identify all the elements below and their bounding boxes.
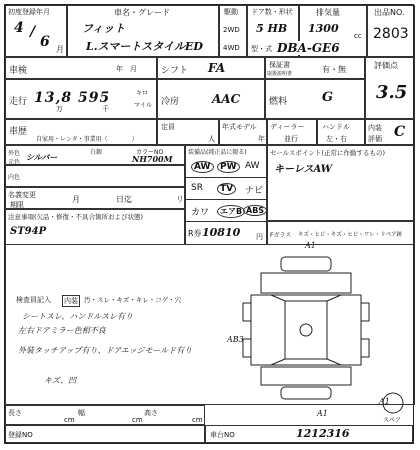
lot-number: 2803 xyxy=(373,26,409,42)
wheel-fl xyxy=(243,303,251,321)
ac-label: 冷房 xyxy=(161,97,180,107)
spare-label: スペア xyxy=(383,417,402,424)
name-change-day: 日迄 xyxy=(116,195,132,204)
dealer-cell xyxy=(267,119,317,145)
color-cell xyxy=(5,145,185,165)
reg-date-cell xyxy=(5,5,67,57)
shift-cell xyxy=(157,57,265,79)
ac-cell xyxy=(157,79,265,119)
equipment-grid-line-1 xyxy=(185,177,267,178)
history-cell xyxy=(5,119,157,145)
mileage-unit-mile: マイル xyxy=(134,102,152,109)
nai-color-cell xyxy=(5,165,185,187)
inspection-cell xyxy=(5,57,157,79)
handle-label: ハンドル xyxy=(322,123,350,131)
inspection-label: 車検 xyxy=(9,66,28,76)
chassis-cell xyxy=(205,425,413,443)
length-label: 長さ xyxy=(8,409,22,417)
wheel-rl xyxy=(243,339,251,357)
fuel-value: G xyxy=(322,90,334,105)
mileage-unit-sen: 千 xyxy=(102,105,109,113)
model-code-value: DBA-GE6 xyxy=(277,41,340,55)
chassis-label: 車台NO xyxy=(210,431,235,439)
inspector-interior-label: 内装 xyxy=(64,297,78,305)
model-name: フィット xyxy=(82,22,126,35)
history-options: 自家用・レンタ・事業用（ ） xyxy=(36,136,138,143)
year-model-unit: 年 xyxy=(258,135,265,143)
history-label: 車歴 xyxy=(9,127,28,137)
model-code-label: 型・式 xyxy=(251,45,272,53)
capacity-unit: 人 xyxy=(208,135,215,143)
name-change-label: 名義変更 xyxy=(8,191,36,199)
equipment-item-7: カワ xyxy=(191,208,210,218)
inspection-unit: 年 月 xyxy=(116,65,137,73)
roof-line-3 xyxy=(271,359,285,365)
mileage-value: 13,8 595 xyxy=(34,90,111,106)
center-mark xyxy=(300,324,312,336)
interior-value: C xyxy=(394,124,406,140)
equipment-label: 装備品(純正品に限る) xyxy=(188,149,247,156)
diagram-mark-4: A1 xyxy=(379,397,390,406)
dealer-label: ディーラー xyxy=(270,123,305,131)
warranty-cell xyxy=(265,57,365,79)
fuel-cell xyxy=(265,79,365,119)
drive-cell xyxy=(219,5,247,57)
diagram-mark-1: A1 xyxy=(305,241,316,250)
displacement-value: 1300 xyxy=(308,22,339,35)
color-label: 外色 xyxy=(8,150,21,157)
mileage-unit-man: 万 xyxy=(56,105,63,113)
reg-no-cell xyxy=(5,425,205,443)
nai-color-label: 内色 xyxy=(8,174,21,181)
recycle-fee-label: R券 xyxy=(188,229,202,238)
roof-line-1 xyxy=(271,295,285,301)
roof-line-2 xyxy=(327,295,341,301)
equipment-item-5: TV xyxy=(217,183,236,195)
drive-4wd: 4WD xyxy=(223,44,240,52)
body-shape xyxy=(251,295,361,365)
year-model-label: 年式モデル xyxy=(222,123,257,131)
width-label: 幅 xyxy=(78,409,85,417)
recycle-fee-unit: 円 xyxy=(256,233,263,241)
equipment-item-3: AW xyxy=(245,161,260,171)
rating-cell xyxy=(365,57,415,119)
sales-point-value: キーレスAW xyxy=(274,164,332,175)
recycle-fee-cell xyxy=(185,221,267,245)
interior-rating-cell xyxy=(365,119,415,145)
equipment-grid xyxy=(185,155,267,225)
inspector-comment-2: 左右ドアミラー色相不良 xyxy=(18,326,106,335)
interior-sub: 評価 xyxy=(368,135,382,143)
inspector-interior-options: 汚・スレ・キズ・キレ・コゲ・穴 xyxy=(84,296,182,304)
roof-shape xyxy=(285,301,327,359)
notes-value: ST94P xyxy=(10,226,47,237)
shift-value: FA xyxy=(208,61,226,75)
recycle-fee-value: 10810 xyxy=(202,226,241,239)
shift-label: シフト xyxy=(161,66,189,76)
rating-value: 3.5 xyxy=(376,82,408,103)
color-no-label: カラーNO xyxy=(136,149,164,156)
year-model-cell xyxy=(219,119,267,145)
car-diagram xyxy=(241,247,371,407)
trunk-shape xyxy=(261,367,351,385)
reg-no-label: 登録NO xyxy=(8,431,33,439)
warranty-value: 有・無 xyxy=(322,65,346,74)
handle-cell xyxy=(317,119,365,145)
drive-2wd: 2WD xyxy=(223,26,240,34)
chassis-value: 1212316 xyxy=(296,427,350,440)
name-change-month: 月 xyxy=(72,195,80,204)
height-label: 高さ xyxy=(144,409,158,417)
glass-options: キズ・ヒビ・キズ・ヒビ・ワレ・リペア跡 xyxy=(298,232,403,238)
mileage-unit-km: キロ xyxy=(136,90,149,97)
inspector-comment-1: シートスレ、ハンドルスレ有り xyxy=(22,312,134,321)
equipment-item-1: AW xyxy=(191,161,214,173)
reg-month: 6 xyxy=(40,34,50,50)
spare-circle xyxy=(381,391,405,415)
rear-bumper-shape xyxy=(281,387,331,399)
rating-label: 評価点 xyxy=(374,61,398,70)
reg-month-unit: 月 xyxy=(56,45,64,54)
lot-label: 出品NO. xyxy=(374,8,405,17)
reg-year: 4 xyxy=(14,20,24,36)
color-value: シルバー xyxy=(26,152,58,162)
front-bumper-shape xyxy=(281,257,331,271)
displacement-label: 排気量 xyxy=(316,8,340,17)
interior-label: 内装 xyxy=(368,124,382,132)
door-label: ドア数・形状 xyxy=(251,8,293,16)
recycle-mark: リ xyxy=(176,195,184,204)
diagram-mark-3: A1 xyxy=(317,409,328,418)
notes-label: 注意事項(欠品・修復・不具合箇所および状態) xyxy=(8,213,144,221)
wheel-fr xyxy=(361,303,369,321)
drive-label: 駆動 xyxy=(224,8,238,16)
lot-cell xyxy=(367,5,415,57)
notes-cell xyxy=(5,209,185,245)
name-change-sub: 期限 xyxy=(10,201,24,209)
inspector-label: 検査員記入 xyxy=(16,296,51,304)
displacement-unit: cc xyxy=(354,32,362,40)
equipment-item-4: SR xyxy=(191,183,203,193)
glass-label: Fガラス xyxy=(270,232,292,239)
warranty-sub: 取扱説明書 xyxy=(267,71,293,77)
warranty-label: 保証書 xyxy=(269,61,290,69)
equipment-item-9: ABS xyxy=(243,205,267,216)
color-name: 白銀 xyxy=(90,149,103,156)
name-change-cell xyxy=(5,187,185,209)
equipment-item-8: エアB xyxy=(217,205,245,218)
equipment-item-2: PW xyxy=(217,161,240,173)
length-unit: cm xyxy=(64,416,75,424)
hood-shape xyxy=(261,273,351,293)
door-value: 5 HB xyxy=(256,22,288,35)
equipment-grid-line-2 xyxy=(185,199,267,200)
fuel-label: 燃料 xyxy=(269,97,288,107)
ac-value: AAC xyxy=(212,92,241,106)
diagram-mark-2: AB3 xyxy=(227,335,244,344)
sales-point-cell xyxy=(267,145,415,221)
wheel-rr xyxy=(361,339,369,357)
color-no: NH700M xyxy=(132,154,173,164)
capacity-label: 定員 xyxy=(161,123,175,131)
model-cell xyxy=(67,5,219,57)
color-sub-label: 元色 xyxy=(8,159,21,166)
inspector-comment-3: 外装タッチアップ有り、ドアエッジモールド有り xyxy=(18,346,193,355)
dimensions-cell xyxy=(5,405,205,425)
sales-point-label: セールスポイント(正常に作動するもの) xyxy=(270,149,385,157)
inspector-comment-4: キズ、凹 xyxy=(44,376,77,385)
mileage-label: 走行 xyxy=(9,97,28,107)
roof-line-4 xyxy=(327,359,341,365)
model-label: 車名・グレード xyxy=(114,8,170,17)
equipment-item-6: ナビ xyxy=(245,186,264,196)
mileage-cell xyxy=(5,79,157,119)
capacity-cell xyxy=(157,119,219,145)
reg-date-label: 初度登録年月 xyxy=(8,8,50,16)
dealer-value: 並行 xyxy=(284,135,298,143)
reg-slash: / xyxy=(30,24,36,40)
handle-value: 左・右 xyxy=(326,135,347,143)
glass-cell xyxy=(267,221,415,245)
height-unit: cm xyxy=(192,416,203,424)
auction-sheet xyxy=(4,4,414,444)
model-grade: L.スマートスタイルED xyxy=(86,40,203,53)
width-unit: cm xyxy=(132,416,143,424)
